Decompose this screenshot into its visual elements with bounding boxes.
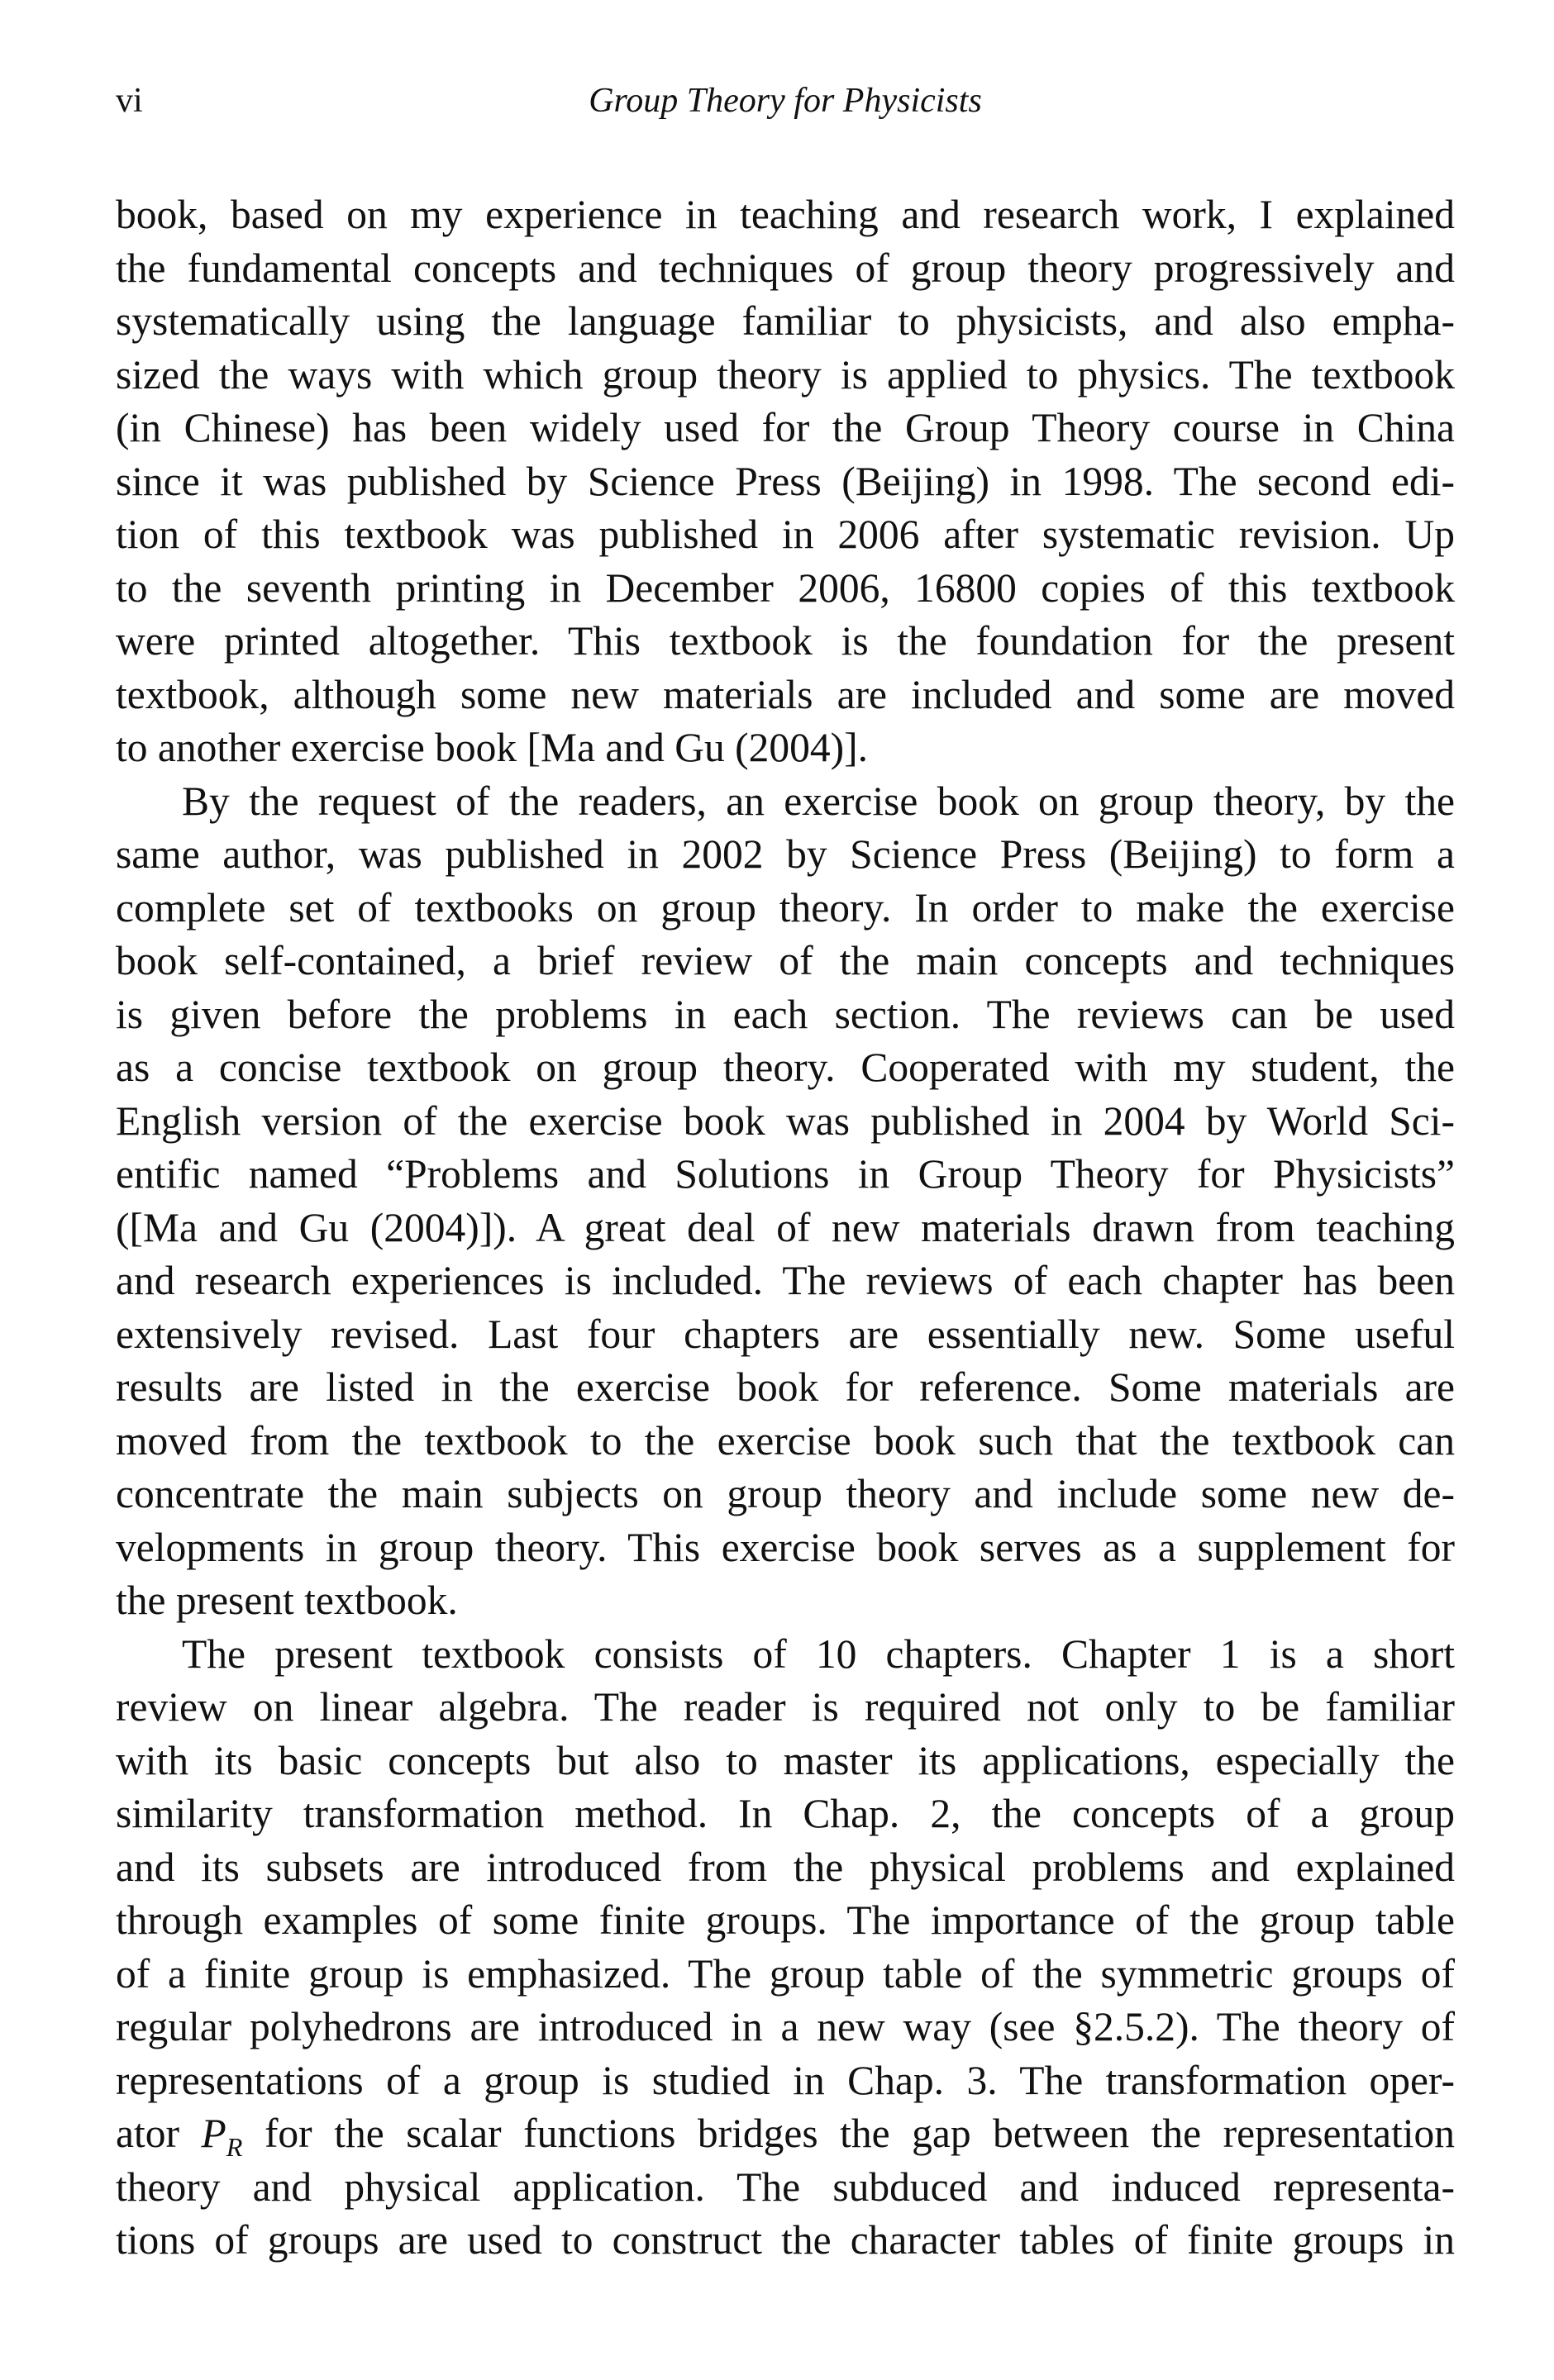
text-line: theory and physical application. The subduced and induced representa- [116,2163,1455,2210]
text-line: the present textbook. [116,1578,458,1623]
text-line: and research experiences is included. The reviews of each chapter has been [116,1258,1455,1303]
text-line: systematically using the language familiar to physicists, and also empha- [116,298,1455,344]
page-header [116,76,1455,126]
text-line: sized the ways with which group theory is applied to physics. The textbook [116,351,1455,397]
text-line: through examples of some finite groups. The importance of the group table [116,1897,1455,1943]
page-number: vi [116,82,143,120]
paragraph-3 [116,1628,1455,2268]
body-text [116,188,1455,2268]
text-line: with its basic concepts but also to master its applications, especially the [116,1737,1455,1783]
text-line: velopments in group theory. This exercise book serves as a supplement for [116,1524,1455,1570]
text-line: The present textbook consists of 10 chapters. Chapter 1 is a short [182,1630,1455,1677]
text-line: By the request of the readers, an exercise book on group theory, by the [182,778,1455,824]
operator-line-before: ator [116,2111,202,2156]
text-line: complete set of textbooks on group theory. In order to make the exercise [116,884,1455,931]
operator-symbol: P [201,2111,226,2156]
text-line: similarity transformation method. In Chap. 2, the concepts of a group [116,1791,1455,1836]
text-line: as a concise textbook on group theory. Cooperated with my student, the [116,1045,1455,1090]
paragraph-2 [116,775,1455,1628]
text-line: tions of groups are used to construct the character tables of finite groups in [116,2217,1455,2263]
text-line: to another exercise book [Ma and Gu (2004)]. [116,725,868,770]
text-line: review on linear algebra. The reader is required not only to be familiar [116,1684,1455,1730]
text-line: book, based on my experience in teaching and research work, I explained [116,192,1455,237]
text-line: results are listed in the exercise book for reference. Some materials are [116,1364,1455,1410]
text-line: of a finite group is emphasized. The group table of the symmetric groups of [116,1950,1455,1997]
text-line: (in Chinese) has been widely used for the Group Theory course in China [116,405,1455,450]
text-line: English version of the exercise book was published in 2004 by World Sci- [116,1097,1455,1144]
text-line: tion of this textbook was published in 2006 after systematic revision. Up [116,512,1455,557]
text-line: to the seventh printing in December 2006, 16800 copies of this textbook [116,564,1455,611]
text-line: representations of a group is studied in Chap. 3. The transformation oper- [116,2057,1455,2103]
text-line: entific named “Problems and Solutions in Group Theory for Physicists” [116,1151,1455,1197]
text-line: concentrate the main subjects on group theory and include some new de- [116,1471,1455,1516]
paragraph-1 [116,188,1455,775]
text-line: ([Ma and Gu (2004)]). A great deal of new materials drawn from teaching [116,1204,1455,1250]
text-line: same author, was published in 2002 by Science Press (Beijing) to form a [116,831,1455,877]
text-line: regular polyhedrons are introduced in a new way (see §2.5.2). The theory of [116,2004,1455,2049]
text-line: book self-contained, a brief review of the main concepts and techniques [116,938,1455,983]
text-line: moved from the textbook to the exercise book such that the textbook can [116,1417,1455,1464]
text-line: the fundamental concepts and techniques of group theory progressively and [116,245,1455,291]
running-title: Group Theory for Physicists [589,82,982,120]
text-line: is given before the problems in each section. The reviews can be used [116,991,1455,1037]
text-line: extensively revised. Last four chapters are essentially new. Some useful [116,1311,1455,1357]
text-line: textbook, although some new materials are included and some are moved [116,671,1455,717]
operator-text-line [116,2107,1455,2161]
operator-line-after: for the scalar functions bridges the gap between the representation [242,2111,1455,2156]
text-line: and its subsets are introduced from the physical problems and explained [116,1844,1455,1890]
operator-subscript: R [226,2131,243,2162]
text-line: since it was published by Science Press (Beijing) in 1998. The second edi- [116,458,1455,504]
text-line: were printed altogether. This textbook is the foundation for the present [116,618,1455,664]
